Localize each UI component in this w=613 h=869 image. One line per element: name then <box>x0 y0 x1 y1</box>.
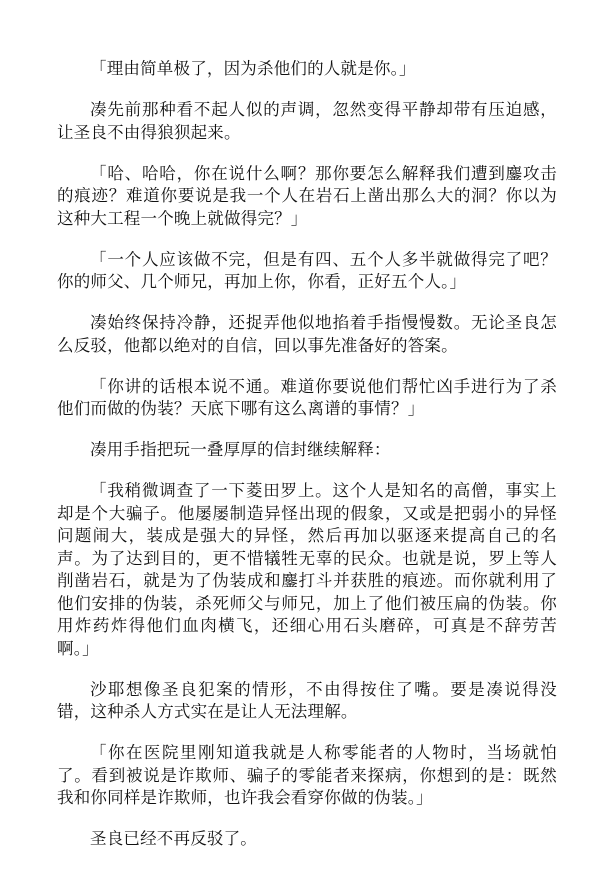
paragraph-dialogue: 「一个人应该做不完，但是有四、五个人多半就做得完了吧？你的师父、几个师兄，再加上你，你看，正好五个人。」 <box>57 249 557 291</box>
paragraph-narration: 凑始终保持冷静，还捉弄他似地掐着手指慢慢数。无论圣良怎么反驳，他都以绝对的自信，回以事先准备好的答案。 <box>57 313 557 355</box>
paragraph-narration: 凑用手指把玩一叠厚厚的信封继续解释： <box>90 440 391 459</box>
paragraph-narration: 圣良已经不再反驳了。 <box>90 829 257 848</box>
paragraph-dialogue: 「你在医院里刚知道我就是人称零能者的人物时，当场就怕了。看到被说是诈欺师、骗子的零能者来探病，你想到的是：既然我和你同样是诈欺师，也许我会看穿你做的伪装。」 <box>57 743 557 807</box>
paragraph-dialogue: 「我稍微调查了一下菱田罗上。这个人是知名的高僧，事实上却是个大骗子。他屡屡制造异怪出现的假象，又或是把弱小的异怪问题闹大，装成是强大的异怪，然后再加以驱逐来提高自己的名声。为了达到目的，更不惜犠牲无辜的民众。也就是说，罗上等人削凿岩石，就是为了伪装成和鏖打斗并获胜的痕迹。而你就利用了他们安排的伪装，杀死师父与师兄，加上了他们被压扁的伪装。你用炸药炸得他们血肉横飞，还细心用石头磨碎，可真是不辞劳苦啊。」 <box>57 481 557 658</box>
paragraph-narration: 沙耶想像圣良犯案的情形，不由得按住了嘴。要是凑说得没错，这种杀人方式实在是让人无法理解。 <box>57 679 557 721</box>
paragraph-dialogue: 「你讲的话根本说不通。难道你要说他们帮忙凶手进行为了杀他们而做的伪装？天底下哪有这么离谱的事情？」 <box>57 376 557 418</box>
paragraph-dialogue: 「理由简单极了，因为杀他们的人就是你。」 <box>90 59 416 78</box>
paragraph-dialogue: 「哈、哈哈，你在说什么啊？那你要怎么解释我们遭到鏖攻击的痕迹？难道你要说是我一个人在岩石上凿出那么大的洞？你以为这种大工程一个晚上就做得完？」 <box>57 163 557 228</box>
paragraph-narration: 凑先前那种看不起人似的声调，忽然变得平静却带有压迫感，让圣良不由得狼狈起来。 <box>57 100 557 142</box>
